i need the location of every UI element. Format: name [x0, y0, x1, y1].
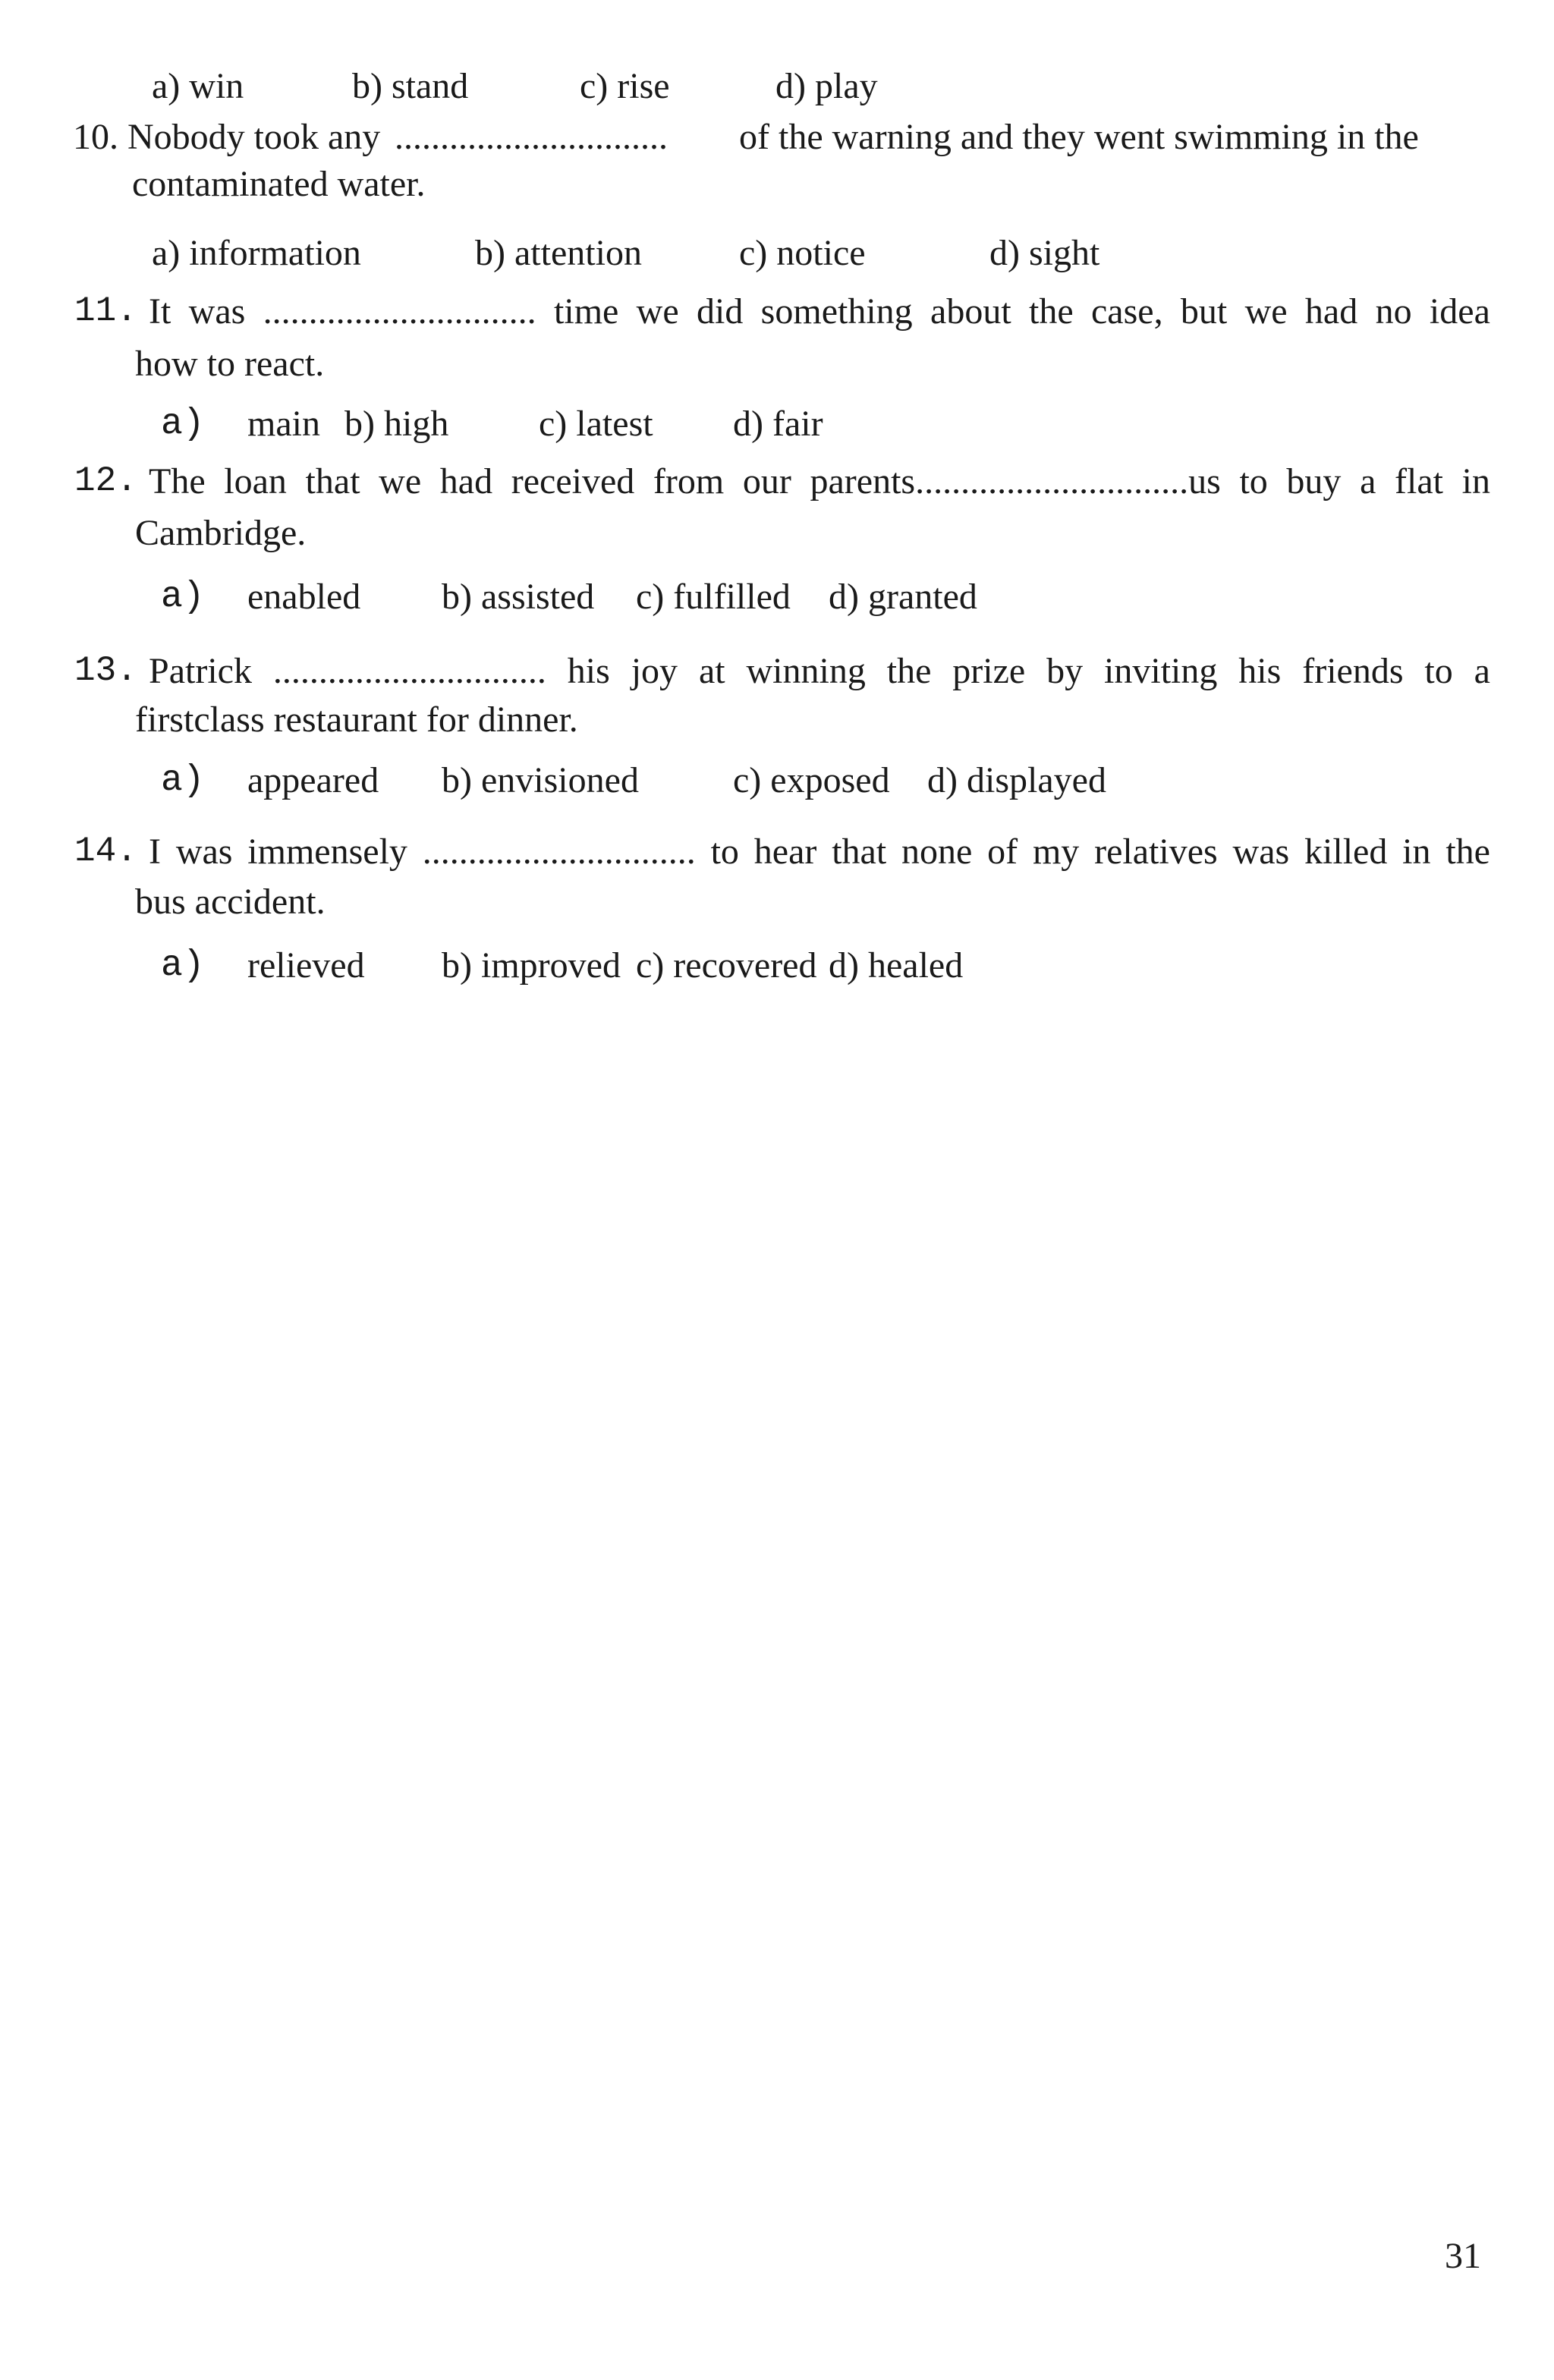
q13-option-d: d) displayed — [927, 760, 1106, 800]
q12-blank: parents..............................us — [810, 461, 1221, 501]
q13-continuation: firstclass restaurant for dinner. — [135, 700, 578, 740]
q10-continuation: contaminated water. — [132, 164, 426, 204]
q14-word: of — [987, 832, 1018, 872]
q12-word: to — [1239, 461, 1268, 501]
q13-option-a: appeared — [247, 760, 379, 800]
q12-word: flat — [1395, 461, 1443, 501]
q13-word: at — [698, 651, 725, 691]
q13-option-a-label: a) — [161, 760, 205, 801]
q11-word: we — [1244, 291, 1288, 332]
q11-word: idea — [1429, 291, 1490, 332]
q9-option-a: a) win — [152, 66, 244, 106]
q13-word: prize — [952, 651, 1026, 691]
q14-word: to — [710, 832, 739, 872]
q12-word: our — [742, 461, 791, 501]
q11-option-a-label: a) — [161, 404, 205, 445]
q11-word: It — [149, 291, 171, 332]
q14-blank: .............................. — [422, 832, 696, 872]
q10-number: 10. — [73, 117, 118, 157]
q11-word: had — [1304, 291, 1358, 332]
q13-word: winning — [746, 651, 866, 691]
q10-option-c: c) notice — [739, 233, 866, 273]
q11-option-a: main — [247, 404, 320, 444]
q12-word: loan — [224, 461, 287, 501]
q11-blank: .............................. — [263, 291, 536, 332]
q13-option-b: b) envisioned — [442, 760, 639, 800]
q11-word: no — [1375, 291, 1412, 332]
q11-word: but — [1180, 291, 1228, 332]
q10-option-b: b) attention — [475, 233, 642, 273]
q13-word: the — [886, 651, 932, 691]
q13-blank: .............................. — [272, 651, 546, 691]
q11-word: we — [636, 291, 679, 332]
q11-option-d: d) fair — [733, 404, 823, 444]
q13-word: friends — [1302, 651, 1404, 691]
q14-word: was — [1232, 832, 1290, 872]
q11-word: about — [930, 291, 1011, 332]
q12-option-a-label: a) — [161, 577, 205, 618]
q12-stem-line — [149, 461, 1490, 501]
q12-word: had — [439, 461, 493, 501]
q10-blank: .............................. — [395, 117, 668, 157]
q12-word: we — [379, 461, 422, 501]
q14-option-a-label: a) — [161, 945, 205, 986]
q13-word: joy — [631, 651, 678, 691]
q13-word: Patrick — [149, 651, 252, 691]
q13-word: inviting — [1104, 651, 1218, 691]
q14-word: immensely — [247, 832, 407, 872]
q13-word: to — [1424, 651, 1453, 691]
q12-word: received — [511, 461, 635, 501]
q10-option-d: d) sight — [989, 233, 1100, 273]
q14-number: 14. — [74, 832, 137, 871]
q9-option-c: c) rise — [580, 66, 670, 106]
q12-word: in — [1461, 461, 1490, 501]
q11-word: something — [760, 291, 913, 332]
q11-word: time — [554, 291, 619, 332]
page-number: 31 — [1445, 2236, 1481, 2276]
q12-option-a: enabled — [247, 577, 361, 617]
q11-option-c: c) latest — [539, 404, 653, 444]
q14-word: my — [1032, 832, 1080, 872]
q14-stem-line — [149, 834, 1490, 870]
q13-stem-line — [149, 653, 1490, 690]
q10-option-a: a) information — [152, 233, 361, 273]
q14-word: I — [149, 832, 161, 872]
q9-option-b: b) stand — [352, 66, 469, 106]
q14-option-b: b) improved — [442, 945, 621, 986]
q14-word: that — [832, 832, 887, 872]
q13-word: his — [1238, 651, 1282, 691]
q14-word: in — [1402, 832, 1431, 872]
q12-word: buy — [1286, 461, 1342, 501]
q14-word: was — [175, 832, 233, 872]
q14-option-a: relieved — [247, 945, 365, 986]
q13-word: by — [1046, 651, 1084, 691]
q12-word: The — [149, 461, 206, 501]
q13-option-c: c) exposed — [733, 760, 890, 800]
q13-word: a — [1474, 651, 1490, 691]
q12-option-d: d) granted — [829, 577, 977, 617]
q12-option-b: b) assisted — [442, 577, 595, 617]
q11-word: the — [1029, 291, 1074, 332]
q10-stem-part2: of the warning and they went swimming in the — [739, 117, 1419, 157]
q11-word: case, — [1090, 291, 1163, 332]
q13-number: 13. — [74, 651, 137, 690]
q12-continuation: Cambridge. — [135, 513, 307, 553]
q12-number: 12. — [74, 461, 137, 501]
q14-option-c: c) recovered — [636, 945, 817, 986]
q11-option-b: b) high — [344, 404, 449, 444]
q12-word: a — [1360, 461, 1376, 501]
q14-word: the — [1445, 832, 1490, 872]
q12-option-c: c) fulfilled — [636, 577, 791, 617]
q11-word: was — [188, 291, 246, 332]
q12-word: that — [305, 461, 360, 501]
q11-stem-line — [149, 291, 1490, 332]
q14-option-d: d) healed — [829, 945, 964, 986]
q11-number: 11. — [74, 291, 137, 331]
q11-word: did — [696, 291, 744, 332]
q12-word: from — [653, 461, 725, 501]
q14-word: killed — [1304, 832, 1388, 872]
q14-word: none — [901, 832, 973, 872]
q14-word: relatives — [1094, 832, 1218, 872]
q14-word: hear — [753, 832, 817, 872]
q13-word: his — [567, 651, 610, 691]
q14-continuation: bus accident. — [135, 882, 326, 922]
q9-option-d: d) play — [775, 66, 878, 106]
q11-continuation: how to react. — [135, 344, 325, 384]
q10-stem-part1: Nobody took any — [127, 117, 381, 157]
